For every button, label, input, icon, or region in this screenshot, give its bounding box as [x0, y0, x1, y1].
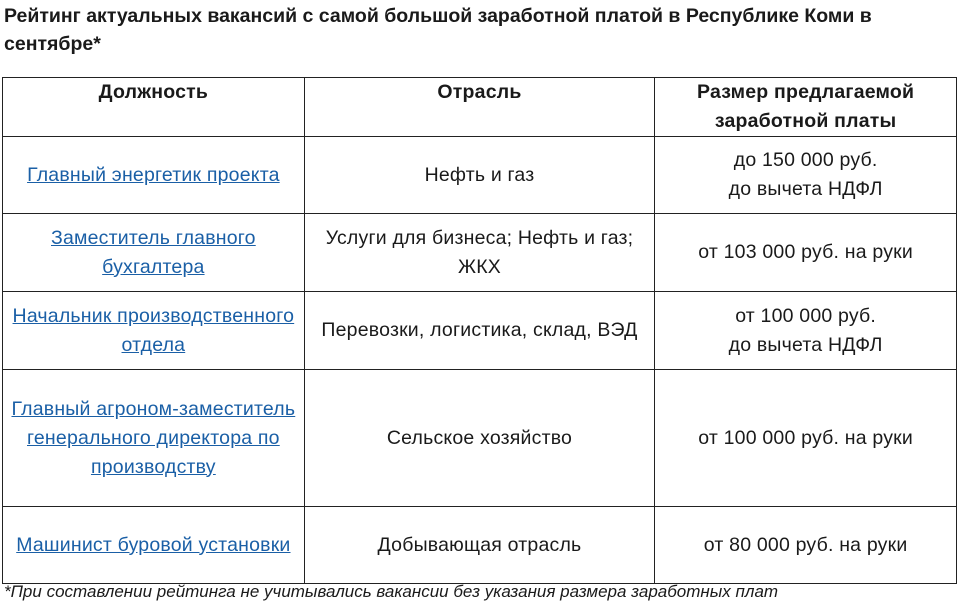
salary-cell: от 103 000 руб. на руки: [655, 214, 957, 292]
table-row: [3, 370, 957, 507]
salary-cell: от 100 000 руб. до вычета НДФЛ: [655, 292, 957, 370]
header-salary: Размер предлагаемой заработной платы: [655, 78, 957, 137]
salary-cell: от 80 000 руб. на руки: [655, 507, 957, 584]
salary-cell: от 100 000 руб. на руки: [655, 370, 957, 507]
vacancy-link[interactable]: Заместитель главного бухгалтера: [51, 226, 256, 278]
position-cell: [3, 370, 305, 507]
page-title: Рейтинг актуальных вакансий с самой большой заработной платой в Республике Коми в сентябре*: [4, 5, 872, 55]
table-header-row: [3, 78, 957, 137]
position-cell: [3, 507, 305, 584]
table-row: [3, 507, 957, 584]
vacancy-link[interactable]: Главный агроном-заместитель генерального директора по производству: [11, 397, 296, 478]
position-cell: [3, 214, 305, 292]
salary-cell: до 150 000 руб. до вычета НДФЛ: [655, 137, 957, 214]
position-cell: [3, 292, 305, 370]
vacancies-table: [2, 77, 957, 584]
vacancy-link[interactable]: Начальник производственного отдела: [12, 304, 295, 356]
header-position: Должность: [3, 78, 305, 137]
industry-cell: Услуги для бизнеса; Нефть и газ; ЖКХ: [304, 214, 655, 292]
industry-cell: Нефть и газ: [304, 137, 655, 214]
vacancy-link[interactable]: Машинист буровой установки: [16, 533, 291, 556]
industry-cell: Добывающая отрасль: [304, 507, 655, 584]
industry-cell: Сельское хозяйство: [304, 370, 655, 507]
table-row: [3, 137, 957, 214]
industry-cell: Перевозки, логистика, склад, ВЭД: [304, 292, 655, 370]
header-industry: Отрасль: [304, 78, 655, 137]
table-row: [3, 292, 957, 370]
table-row: [3, 214, 957, 292]
vacancy-link[interactable]: Главный энергетик проекта: [27, 163, 280, 186]
position-cell: [3, 137, 305, 214]
footnote: *При составлении рейтинга не учитывались вакансии без указания размера заработных плат: [4, 582, 779, 601]
